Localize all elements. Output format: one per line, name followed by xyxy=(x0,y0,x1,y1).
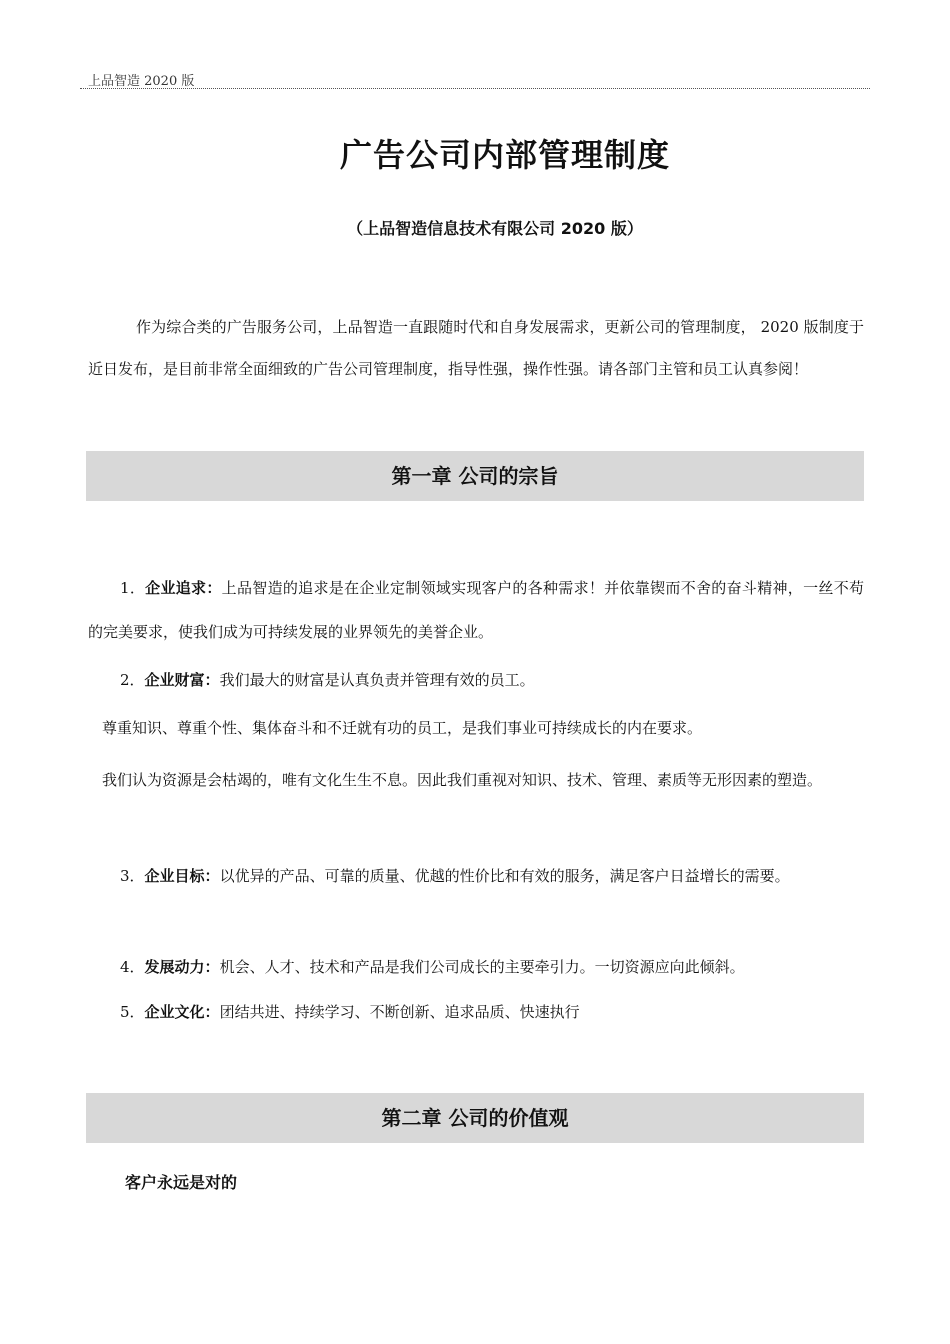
item-text: 上品智造的追求是在企业定制领域实现客户的各种需求！并依靠锲而不舍的奋斗精神，一丝不苟的完美要求，使我们成为可持续发展的业界领先的美誉企业。 xyxy=(88,579,864,641)
item-wealth xyxy=(88,668,864,692)
item-number: 2． xyxy=(120,671,145,689)
wealth-detail-1: 尊重知识、尊重个性、集体奋斗和不迁就有功的员工，是我们事业可持续成长的内在要求。 xyxy=(102,719,703,737)
item-number: 3． xyxy=(120,867,145,885)
item-text: 以优异的产品、可靠的质量、优越的性价比和有效的服务，满足客户日益增长的需要。 xyxy=(219,867,790,885)
item-label: 企业目标： xyxy=(144,867,220,885)
document-title: 广告公司内部管理制度 xyxy=(339,136,670,174)
item-number: 5． xyxy=(120,1003,145,1021)
item-number: 4． xyxy=(120,958,145,976)
item-driving-force xyxy=(88,955,864,979)
item-label: 发展动力： xyxy=(144,958,220,976)
document-subtitle: （上品智造信息技术有限公司 2020 版） xyxy=(347,219,643,238)
item-text: 机会、人才、技术和产品是我们公司成长的主要牵引力。一切资源应向此倾斜。 xyxy=(219,958,745,976)
item-culture xyxy=(88,1000,864,1024)
item-goal xyxy=(88,852,864,900)
item-text: 我们最大的财富是认真负责并管理有效的员工。 xyxy=(219,671,535,689)
intro-paragraph: 作为综合类的广告服务公司，上品智造一直跟随时代和自身发展需求，更新公司的管理制度， 2020 版制度于近日发布，是目前非常全面细致的广告公司管理制度，指导性强，操作性强。请各部门主管和员工认真参阅！ xyxy=(88,318,864,378)
running-header: 上品智造 2020 版 xyxy=(88,74,195,89)
chapter-2-heading: 第二章 公司的价值观 xyxy=(86,1093,864,1143)
header-divider xyxy=(80,88,870,89)
item-label: 企业文化： xyxy=(144,1003,220,1021)
wealth-detail-2: 我们认为资源是会枯竭的，唯有文化生生不息。因此我们重视对知识、技术、管理、素质等无形因素的塑造。 xyxy=(102,771,823,789)
item-number: 1． xyxy=(120,579,146,597)
item-pursuit xyxy=(88,566,864,654)
value-sub-heading: 客户永远是对的 xyxy=(125,1173,238,1192)
item-label: 企业追求： xyxy=(145,579,222,597)
chapter-1-heading: 第一章 公司的宗旨 xyxy=(86,451,864,501)
item-label: 企业财富： xyxy=(144,671,220,689)
item-text: 团结共进、持续学习、不断创新、追求品质、快速执行 xyxy=(219,1003,580,1021)
